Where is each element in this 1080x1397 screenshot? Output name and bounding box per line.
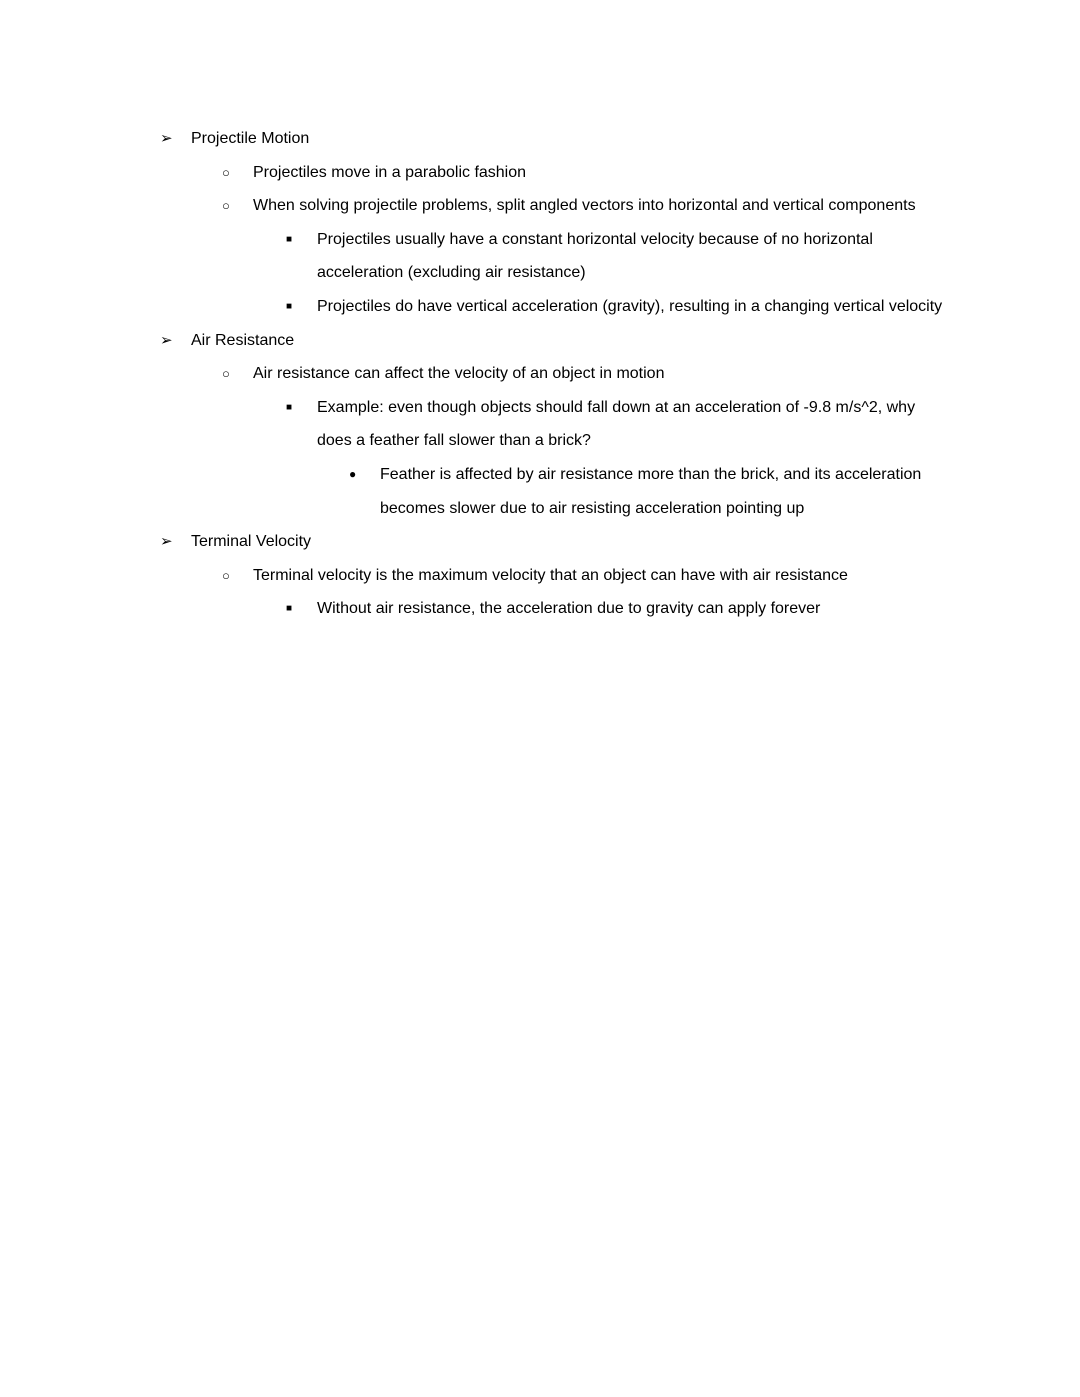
list-item-text: Projectiles do have vertical acceleration (gravity), resulting in a changing vertical velocity [317, 297, 943, 315]
list-item-text: Projectile Motion [191, 130, 310, 147]
list-item-text: Projectiles usually have a constant horizontal velocity because of no horizontal acceleration (excluding air resistance) [317, 230, 873, 282]
list-item [222, 357, 950, 391]
list-item [286, 391, 950, 458]
list-item [222, 156, 950, 190]
list-item-text: When solving projectile problems, split angled vectors into horizontal and vertical components [253, 197, 916, 215]
arrow-bullet-icon: ➢ [160, 533, 173, 551]
square-bullet-icon: ■ [286, 401, 293, 413]
circle-bullet-icon: ○ [222, 366, 230, 382]
circle-bullet-icon: ○ [222, 198, 230, 214]
disc-bullet-icon: ● [349, 466, 357, 481]
list-item [160, 122, 950, 156]
list-item [286, 290, 950, 324]
list-item-text: Terminal Velocity [191, 533, 312, 551]
notes-outline [160, 122, 950, 626]
circle-bullet-icon: ○ [222, 567, 230, 583]
square-bullet-icon: ■ [286, 233, 293, 245]
list-item [286, 223, 950, 290]
list-item-text: Terminal velocity is the maximum velocity that an object can have with air resistance [253, 566, 848, 584]
list-item-text: Feather is affected by air resistance more than the brick, and its acceleration becomes slower due to air resisting acceleration pointing up [380, 465, 922, 517]
list-item [222, 189, 950, 223]
circle-bullet-icon: ○ [222, 164, 230, 180]
list-item-text: Example: even though objects should fall down at an acceleration of -9.8 m/s^2, why does a feather fall slower than a brick? [317, 398, 916, 450]
list-item-text: Air resistance can affect the velocity of an object in motion [253, 365, 665, 383]
square-bullet-icon: ■ [286, 603, 293, 615]
list-item-text: Air Resistance [191, 331, 295, 349]
list-item-text: Without air resistance, the acceleration due to gravity can apply forever [317, 600, 821, 618]
square-bullet-icon: ■ [286, 300, 293, 312]
list-item [286, 592, 950, 626]
list-item [349, 458, 950, 525]
arrow-bullet-icon: ➢ [160, 130, 173, 147]
list-item [222, 559, 950, 593]
list-item [160, 525, 950, 559]
list-item-text: Projectiles move in a parabolic fashion [253, 163, 527, 181]
list-item [160, 324, 950, 358]
arrow-bullet-icon: ➢ [160, 331, 173, 349]
